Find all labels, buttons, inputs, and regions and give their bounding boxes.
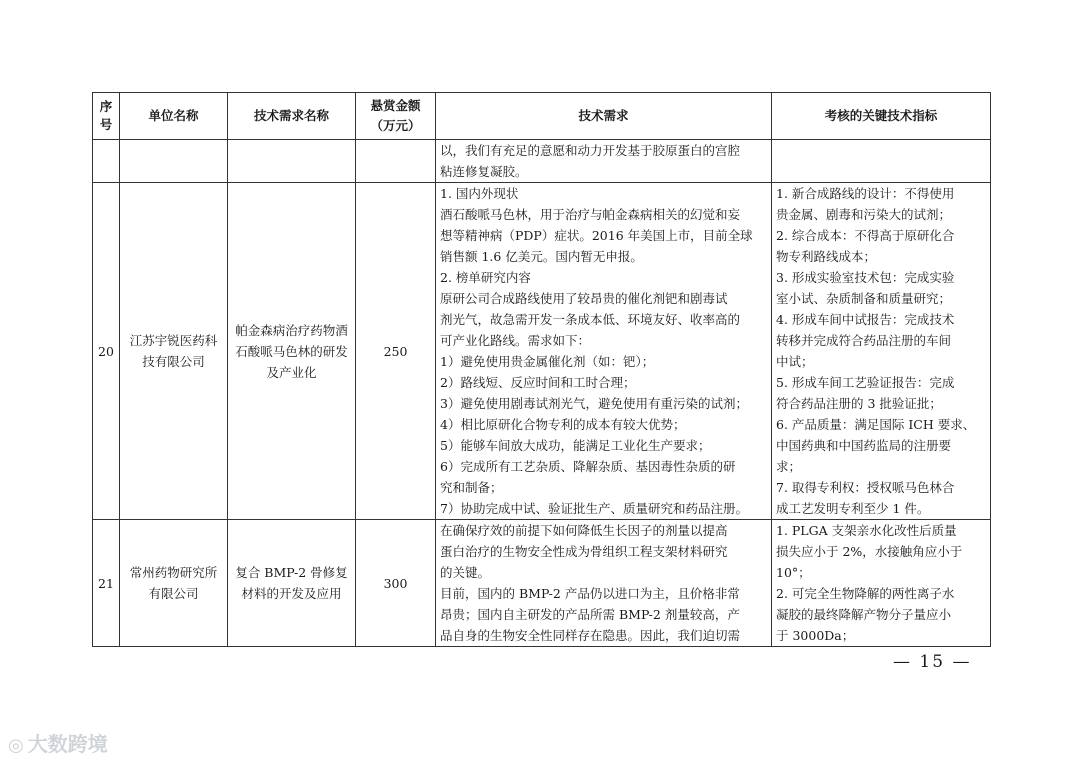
cell-requirement: [436, 140, 772, 183]
text-line: 中试；: [776, 354, 814, 369]
cell-unit: 常州药物研究所有限公司: [120, 520, 228, 647]
cell-requirement: [436, 520, 772, 647]
text-line: 酒石酸哌马色林，用于治疗与帕金森病相关的幻觉和妄: [440, 207, 741, 222]
cell-tech-name: [228, 140, 356, 183]
text-line: 5）能够车间放大成功，能满足工业化生产要求；: [440, 438, 711, 453]
cell-tech-name: 复合 BMP-2 骨修复材料的开发及应用: [228, 520, 356, 647]
header-unit: 单位名称: [120, 93, 228, 140]
requirements-table: [92, 92, 991, 647]
text-line: 想等精神病（PDP）症状。2016 年美国上市，目前全球: [440, 228, 753, 243]
header-indicators: 考核的关键技术指标: [772, 93, 991, 140]
text-line: 粘连修复凝胶。: [440, 164, 528, 179]
text-line: 6. 产品质量：满足国际 ICH 要求、: [776, 417, 976, 432]
text-line: 2. 可完全生物降解的两性离子水: [776, 586, 955, 601]
cell-requirement: [436, 183, 772, 520]
text-line: 转移并完成符合药品注册的车间: [776, 333, 952, 348]
cell-reward: 250: [356, 183, 436, 520]
text-line: 蛋白治疗的生物安全性成为骨组织工程支架材料研究: [440, 544, 728, 559]
text-line: 3）避免使用剧毒试剂光气，避免使用有重污染的试剂；: [440, 396, 748, 411]
cell-seq: 21: [93, 520, 120, 647]
text-line: 1）避免使用贵金属催化剂（如：钯）；: [440, 354, 655, 369]
header-row: [93, 93, 991, 140]
cell-indicators: [772, 140, 991, 183]
cell-reward: 300: [356, 520, 436, 647]
text-line: 目前，国内的 BMP-2 产品仍以进口为主，且价格非常: [440, 586, 740, 601]
text-line: 以，我们有充足的意愿和动力开发基于胶原蛋白的宫腔: [440, 143, 741, 158]
brand-logo-icon: ◎: [8, 735, 24, 756]
header-tech-name: 技术需求名称: [228, 93, 356, 140]
watermark: [8, 728, 108, 757]
cell-reward: [356, 140, 436, 183]
text-line: 于 3000Da；: [776, 628, 855, 643]
text-line: 贵金属、剧毒和污染大的试剂；: [776, 207, 952, 222]
text-line: 2）路线短、反应时间和工时合理；: [440, 375, 636, 390]
text-line: 7）协助完成中试、验证批生产、质量研究和药品注册。: [440, 501, 748, 516]
text-line: 可产业化路线。需求如下：: [440, 333, 591, 348]
text-line: 凝胶的最终降解产物分子量应小: [776, 607, 952, 622]
text-line: 2. 综合成本：不得高于原研化合: [776, 228, 955, 243]
watermark-text: 大数跨境: [27, 732, 108, 756]
text-line: 7. 取得专利权：授权哌马色林合: [776, 480, 955, 495]
cell-seq: [93, 140, 120, 183]
table-row: [93, 183, 991, 520]
text-line: 室小试、杂质制备和质量研究；: [776, 291, 952, 306]
header-seq: 序号: [93, 93, 120, 140]
text-line: 1. 国内外现状: [440, 186, 519, 201]
text-line: 品自身的生物安全性同样存在隐患。因此，我们迫切需: [440, 628, 741, 643]
text-line: 1. PLGA 支架亲水化改性后质量: [776, 523, 957, 538]
page-number: — 15 —: [893, 652, 972, 672]
text-line: 6）完成所有工艺杂质、降解杂质、基因毒性杂质的研: [440, 459, 736, 474]
header-reward: 悬赏金额（万元）: [356, 93, 436, 140]
cell-unit: 江苏宇锐医药科技有限公司: [120, 183, 228, 520]
text-line: 求；: [776, 459, 802, 474]
text-line: 的关键。: [440, 565, 491, 580]
text-line: 销售额 1.6 亿美元。国内暂无申报。: [440, 249, 643, 264]
text-line: 3. 形成实验室技术包：完成实验: [776, 270, 955, 285]
text-line: 剂光气，故急需开发一条成本低、环境友好、收率高的: [440, 312, 741, 327]
text-line: 原研公司合成路线使用了较昂贵的催化剂钯和剧毒试: [440, 291, 728, 306]
text-line: 昂贵；国内自主研发的产品所需 BMP-2 剂量较高，产: [440, 607, 740, 622]
text-line: 物专利路线成本；: [776, 249, 877, 264]
text-line: 符合药品注册的 3 批验证批；: [776, 396, 942, 411]
text-line: 4. 形成车间中试报告：完成技术: [776, 312, 955, 327]
text-line: 中国药典和中国药监局的注册要: [776, 438, 952, 453]
cell-seq: 20: [93, 183, 120, 520]
text-line: 2. 榜单研究内容: [440, 270, 531, 285]
text-line: 1. 新合成路线的设计：不得使用: [776, 186, 955, 201]
text-line: 5. 形成车间工艺验证报告：完成: [776, 375, 955, 390]
header-requirement: 技术需求: [436, 93, 772, 140]
text-line: 损失应小于 2%，水接触角应小于: [776, 544, 963, 559]
text-line: 4）相比原研化合物专利的成本有较大优势；: [440, 417, 686, 432]
table-row: [93, 520, 991, 647]
cell-unit: [120, 140, 228, 183]
cell-tech-name: 帕金森病治疗药物酒石酸哌马色林的研发及产业化: [228, 183, 356, 520]
table-row: [93, 140, 991, 183]
cell-indicators: [772, 520, 991, 647]
text-line: 究和制备；: [440, 480, 503, 495]
text-line: 10°；: [776, 565, 811, 580]
cell-indicators: [772, 183, 991, 520]
text-line: 成工艺发明专利至少 1 件。: [776, 501, 930, 516]
text-line: 在确保疗效的前提下如何降低生长因子的剂量以提高: [440, 523, 728, 538]
